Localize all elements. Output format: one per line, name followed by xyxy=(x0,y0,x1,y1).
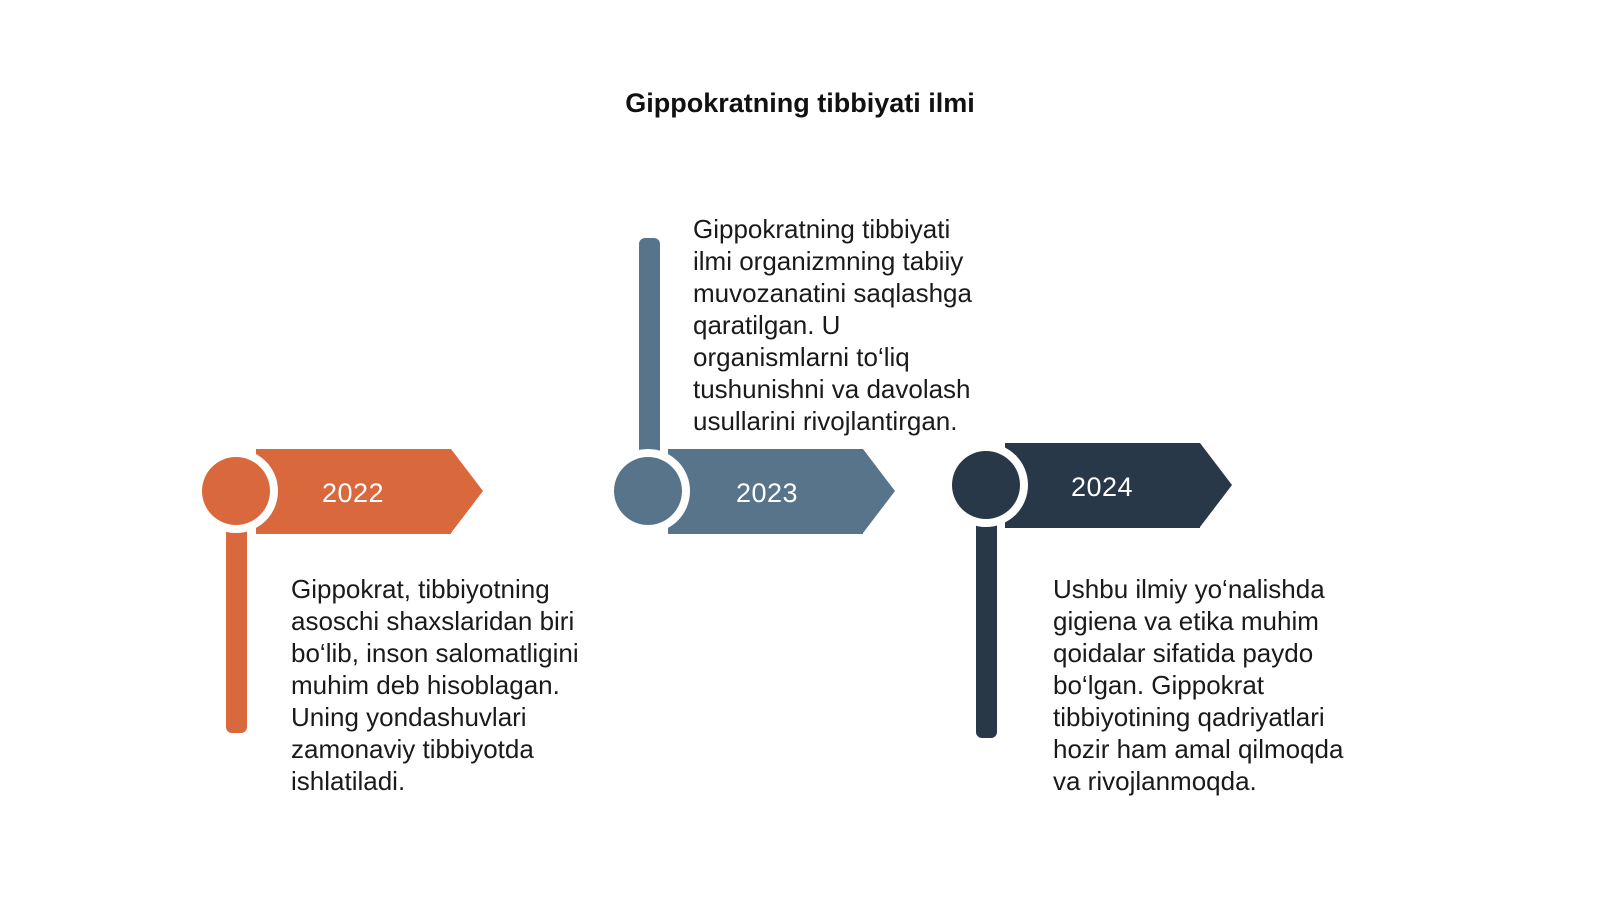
milestone-description: Ushbu ilmiy yo‘nalishda gigiena va etika muhim qoidalar sifatida paydo bo‘lgan. Gippokrat tibbiyotining qadriyatlari hozir ham amal qilmoqda va rivojlanmoqda. xyxy=(1053,574,1344,796)
milestone-dot xyxy=(952,451,1020,519)
year-arrow xyxy=(256,449,482,534)
year-label: 2022 xyxy=(322,478,385,508)
milestone-dot xyxy=(202,457,270,525)
year-arrow xyxy=(668,449,894,534)
milestone-stem xyxy=(976,520,997,738)
milestone-stem xyxy=(639,238,660,458)
milestone-description: Gippokrat, tibbiyotning asoschi shaxslaridan biri bo‘lib, inson salomatligini muhim deb hisoblagan. Uning yondashuvlari zamonaviy tibbiyotda ishlatiladi. xyxy=(291,574,579,796)
milestone-dot xyxy=(614,457,682,525)
year-label: 2023 xyxy=(736,478,799,508)
year-label: 2024 xyxy=(1071,472,1134,502)
page-title: Gippokratning tibbiyati ilmi xyxy=(625,88,975,118)
milestone-description: Gippokratning tibbiyati ilmi organizmning tabiiy muvozanatini saqlashga qaratilgan. U organismlarni to‘liq tushunishni va davolash usullarini rivojlantirgan. xyxy=(693,214,972,436)
year-arrow xyxy=(1005,443,1231,528)
milestone-stem xyxy=(226,525,247,733)
